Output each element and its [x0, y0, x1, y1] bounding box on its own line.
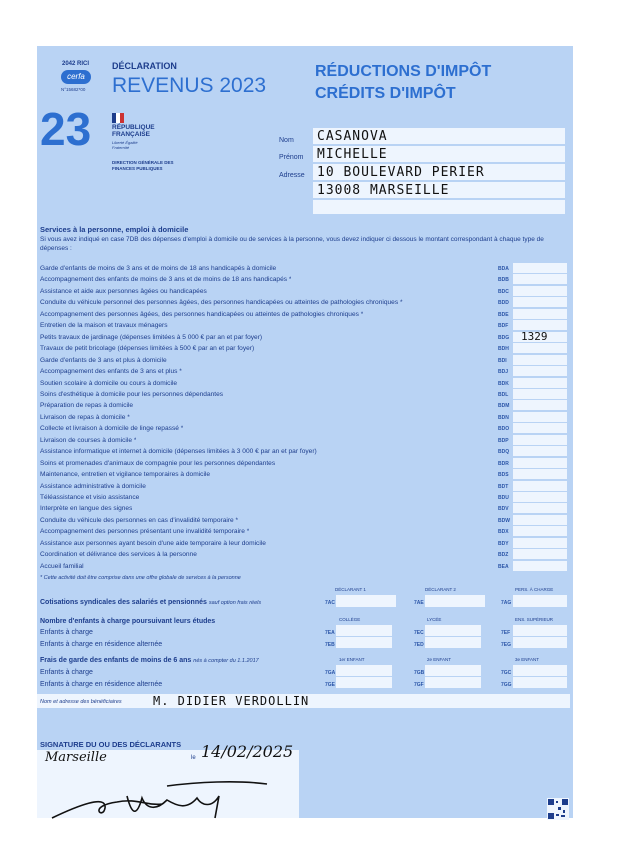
code-7EG: 7EG	[501, 642, 512, 648]
republique-label: RÉPUBLIQUE FRANÇAISE	[112, 124, 155, 138]
qr-code-icon	[547, 798, 569, 820]
code-7GC: 7GC	[501, 670, 512, 676]
field-7AE[interactable]	[425, 595, 485, 607]
cotis-col2: DÉCLARANT 2	[425, 587, 456, 592]
etudes-row2-label: Enfants à charge en résidence alternée	[40, 641, 163, 648]
service-row	[37, 389, 573, 400]
service-label: Accompagnement des personnes présentant une invalidité temporaire *	[40, 528, 250, 536]
etudes-col3: ENS. SUPÉRIEUR	[515, 617, 554, 622]
service-code: BDD	[498, 300, 509, 307]
code-7GB: 7GB	[414, 670, 425, 676]
service-label: Conduite du véhicule des personnes en cas d'invalidité temporaire *	[40, 516, 239, 524]
etudes-heading: Nombre d'enfants à charge poursuivant leurs études	[40, 618, 216, 625]
services-heading: Services à la personne, emploi à domicile	[40, 225, 189, 234]
etudes-col1: COLLÈGE	[339, 617, 361, 622]
field-7GC[interactable]	[513, 665, 567, 676]
field-7EF[interactable]	[513, 625, 567, 636]
service-amount-field[interactable]	[513, 355, 567, 365]
service-amount-field[interactable]	[513, 538, 567, 548]
etudes-row1-label: Enfants à charge	[40, 629, 93, 636]
service-row	[37, 492, 573, 503]
service-code: BDC	[498, 288, 509, 295]
service-label: Préparation de repas à domicile	[40, 402, 134, 410]
field-7ED[interactable]	[425, 637, 481, 648]
service-amount-value: 1329	[521, 329, 548, 343]
service-amount-field[interactable]	[513, 378, 567, 388]
service-code: BDT	[498, 483, 509, 490]
service-code: BDK	[498, 380, 509, 387]
service-code: BDY	[498, 540, 509, 547]
service-label: Soins et promenades d'animaux de compagnie pour les personnes dépendantes	[40, 459, 276, 467]
cerfa-logo: cerfa	[61, 70, 91, 84]
service-code: BDV	[498, 506, 509, 513]
field-7GG[interactable]	[513, 677, 567, 688]
service-row	[37, 503, 573, 514]
code-7EA: 7EA	[325, 630, 335, 636]
service-row	[37, 320, 573, 331]
service-row	[37, 263, 573, 274]
service-amount-field[interactable]	[513, 561, 567, 571]
signature-place: Marseille	[45, 750, 107, 765]
service-code: BEA	[498, 563, 509, 570]
service-label: Interprète en langue des signes	[40, 505, 133, 513]
service-amount-field[interactable]	[513, 400, 567, 410]
field-7GE[interactable]	[336, 677, 392, 688]
service-label: Accompagnement des enfants de moins de 3 ans et de moins de 18 ans handicapés *	[40, 276, 292, 284]
cotisations-sub: sauf option frais réels	[208, 600, 262, 606]
service-code: BDU	[498, 495, 509, 501]
service-amount-field[interactable]	[513, 412, 567, 422]
service-row	[37, 446, 573, 457]
service-row	[37, 458, 573, 469]
service-code: BDO	[498, 426, 510, 433]
adresse-line-2: 13008 MARSEILLE	[317, 183, 450, 198]
service-code: BDR	[498, 460, 509, 467]
adresse-field-1[interactable]	[313, 164, 565, 180]
service-code: BDB	[498, 277, 509, 284]
service-code: BDQ	[498, 449, 510, 456]
service-row	[37, 469, 573, 480]
signature-le: le	[191, 755, 196, 761]
adresse-line-1: 10 BOULEVARD PERIER	[317, 165, 485, 180]
service-row	[37, 343, 573, 354]
beneficiaires-value: M. DIDIER VERDOLLIN	[153, 694, 310, 708]
field-7EC[interactable]	[425, 625, 481, 636]
prenom-value: MICHELLE	[317, 147, 388, 162]
prenom-field[interactable]	[313, 146, 565, 162]
service-code: BDZ	[498, 552, 509, 559]
service-code: BDJ	[498, 369, 509, 376]
cerfa-number: N°15682*00	[61, 87, 86, 92]
service-amount-field[interactable]	[513, 274, 567, 284]
service-row	[37, 526, 573, 537]
form-code: 2042 RICI	[62, 61, 90, 67]
service-label: Assistance et aide aux personnes âgées ou handicapées	[40, 287, 207, 295]
service-label: Accompagnement des enfants de 3 ans et plus *	[40, 368, 182, 376]
service-amount-field[interactable]	[513, 503, 567, 513]
service-row	[37, 329, 573, 343]
service-row	[37, 400, 573, 411]
service-code: BDN	[498, 414, 509, 421]
service-amount-field[interactable]	[513, 297, 567, 307]
garde-row2-label: Enfants à charge en résidence alternée	[40, 681, 163, 688]
service-label: Assistance aux personnes ayant besoin d'une aide temporaire à leur domicile	[40, 539, 266, 547]
service-amount-field[interactable]	[513, 423, 567, 433]
field-7GF[interactable]	[425, 677, 481, 688]
field-7EG[interactable]	[513, 637, 567, 648]
service-code: BDE	[498, 311, 509, 318]
big-year-number: 23	[40, 103, 92, 155]
garde-heading	[40, 657, 259, 664]
service-code: BDM	[498, 403, 510, 410]
service-amount-field[interactable]	[513, 458, 567, 468]
adresse-field-2[interactable]	[313, 182, 565, 198]
service-code: BDW	[498, 517, 510, 524]
service-label: Garde d'enfants de moins de 3 ans et de moins de 18 ans handicapés à domicile	[40, 265, 277, 272]
code-7GF: 7GF	[414, 682, 424, 688]
service-amount-field[interactable]	[513, 366, 567, 376]
nom-field[interactable]	[313, 128, 565, 144]
service-label: Garde d'enfants de 3 ans et plus à domicile	[40, 356, 167, 364]
service-row	[37, 549, 573, 560]
code-7AG: 7AG	[501, 600, 512, 606]
field-7EB[interactable]	[336, 637, 392, 648]
handwritten-signature	[47, 776, 277, 826]
cotis-col3: PERS. À CHARGE	[515, 587, 554, 592]
service-amount-field[interactable]	[513, 389, 567, 399]
field-7GA[interactable]	[336, 665, 392, 676]
code-7EF: 7EF	[501, 630, 511, 636]
service-row	[37, 378, 573, 389]
service-code: BDL	[498, 391, 509, 398]
service-row	[37, 355, 573, 366]
service-amount-field[interactable]	[513, 309, 567, 319]
service-label: Conduite du véhicule personnel des personnes âgées, des personnes handicapées ou atteintes de pathologies chroniques *	[40, 299, 403, 307]
declaration-label: DÉCLARATION	[112, 61, 177, 71]
service-amount-field[interactable]	[513, 446, 567, 456]
service-label: Collecte et livraison à domicile de linge repassé *	[40, 425, 184, 433]
signature-heading: SIGNATURE DU OU DES DÉCLARANTS	[40, 740, 182, 749]
service-code: BDP	[498, 437, 509, 444]
service-amount-field[interactable]	[513, 435, 567, 445]
service-label: Petits travaux de jardinage (dépenses limitées à 5 000 € par an et par foyer)	[40, 333, 263, 341]
title-reductions: RÉDUCTIONS D'IMPÔT	[315, 63, 492, 80]
service-code: BDG	[498, 334, 510, 341]
nom-label: Nom	[279, 137, 294, 144]
prenom-label: Prénom	[279, 154, 304, 161]
garde-sub: nés à compter du 1.1.2017	[193, 658, 259, 664]
service-label: Soins d'esthétique à domicile pour les personnes dépendantes	[40, 390, 224, 398]
service-label: Accompagnement des personnes âgées, des personnes handicapées ou atteintes de pathologies chroniques *	[40, 310, 364, 318]
service-row	[37, 366, 573, 377]
service-row	[37, 309, 573, 320]
marianne-logo	[112, 110, 124, 120]
service-label: Livraison de repas à domicile *	[40, 413, 130, 421]
service-amount-field[interactable]	[513, 481, 567, 491]
service-row	[37, 538, 573, 549]
garde-col3: 3e ENFANT	[515, 657, 540, 662]
service-row	[37, 481, 573, 492]
adresse-field-3[interactable]	[313, 200, 565, 214]
service-row	[37, 423, 573, 434]
services-rows	[37, 263, 573, 573]
cotisations-label	[40, 599, 261, 606]
garde-title: Frais de garde des enfants de moins de 6 ans	[40, 657, 192, 664]
dgfip-label: DIRECTION GÉNÉRALE DES FINANCES PUBLIQUES	[112, 160, 174, 171]
code-7ED: 7ED	[414, 642, 424, 648]
service-label: Soutien scolaire à domicile ou cours à domicile	[40, 379, 178, 387]
field-7EA[interactable]	[336, 625, 392, 636]
code-7AC: 7AC	[325, 600, 336, 606]
garde-col1: 1er ENFANT	[339, 657, 365, 662]
cotisations-title: Cotisations syndicales des salariés et pensionnés	[40, 599, 207, 606]
service-label: Livraison de courses à domicile *	[40, 436, 137, 444]
service-row	[37, 286, 573, 297]
code-7GG: 7GG	[501, 682, 512, 688]
service-label: Entretien de la maison et travaux ménagers	[40, 322, 168, 330]
cotis-col1: DÉCLARANT 1	[335, 587, 366, 592]
service-label: Travaux de petit bricolage (dépenses limitées à 500 € par an et par foyer)	[40, 345, 255, 353]
devise: Liberté Égalité Fraternité	[112, 140, 138, 150]
service-code: BDX	[498, 529, 509, 536]
service-label: Coordination et délivrance des services à la personne	[40, 551, 197, 559]
service-amount-field[interactable]	[513, 526, 567, 536]
service-row	[37, 412, 573, 423]
garde-col2: 2e ENFANT	[427, 657, 452, 662]
code-7EC: 7EC	[414, 630, 424, 636]
code-7GE: 7GE	[325, 682, 336, 688]
service-row	[37, 274, 573, 285]
service-row	[37, 297, 573, 308]
service-row	[37, 561, 573, 572]
code-7EB: 7EB	[325, 642, 335, 648]
service-amount-field[interactable]	[513, 492, 567, 502]
service-label: Assistance informatique et internet à domicile (dépenses limitées à 3 000 € par an et par foyer)	[40, 448, 317, 456]
beneficiaires-label: Nom et adresse des bénéficiaires	[40, 699, 122, 705]
services-footnote: * Cette activité doit être comprise dans une offre globale de services à la personne	[40, 575, 241, 581]
service-amount-field[interactable]	[513, 329, 567, 343]
code-7AE: 7AE	[414, 600, 424, 606]
field-7AG[interactable]	[513, 595, 567, 607]
service-amount-field[interactable]	[513, 263, 567, 273]
service-amount-field[interactable]	[513, 343, 567, 353]
service-label: Maintenance, entretien et vigilance temporaires à domicile	[40, 471, 211, 479]
services-intro: Si vous avez indiqué en case 7DB des dépenses d'emploi à domicile ou de services à la personne, vous devez indiquer ci dessous le montant correspondant à chaque type de dépenses :	[40, 236, 544, 252]
service-code: BDH	[498, 346, 509, 353]
beneficiaires-field[interactable]	[37, 694, 570, 708]
service-row	[37, 435, 573, 446]
field-7GB[interactable]	[425, 665, 481, 676]
service-label: Accueil familial	[40, 562, 84, 570]
field-7AC[interactable]	[336, 595, 396, 607]
service-amount-field[interactable]	[513, 286, 567, 296]
service-code: BDA	[498, 266, 509, 272]
nom-value: CASANOVA	[317, 129, 388, 144]
service-code: BDS	[498, 472, 509, 479]
service-label: Assistance administrative à domicile	[40, 482, 146, 490]
signature-date: 14/02/2025	[201, 742, 294, 761]
service-code: BDI	[498, 357, 507, 364]
garde-row1-label: Enfants à charge	[40, 669, 93, 676]
service-row	[37, 515, 573, 526]
tax-form	[37, 46, 573, 818]
title-credits: CRÉDITS D'IMPÔT	[315, 85, 456, 102]
service-amount-field[interactable]	[513, 515, 567, 525]
service-amount-field[interactable]	[513, 469, 567, 479]
etudes-col2: LYCÉE	[427, 617, 442, 622]
service-label: Téléassistance et visio assistance	[40, 494, 140, 501]
service-amount-field[interactable]	[513, 549, 567, 559]
service-code: BDF	[498, 323, 509, 330]
adresse-label: Adresse	[279, 172, 305, 179]
revenus-label: REVENUS 2023	[112, 74, 267, 97]
code-7GA: 7GA	[325, 670, 336, 676]
